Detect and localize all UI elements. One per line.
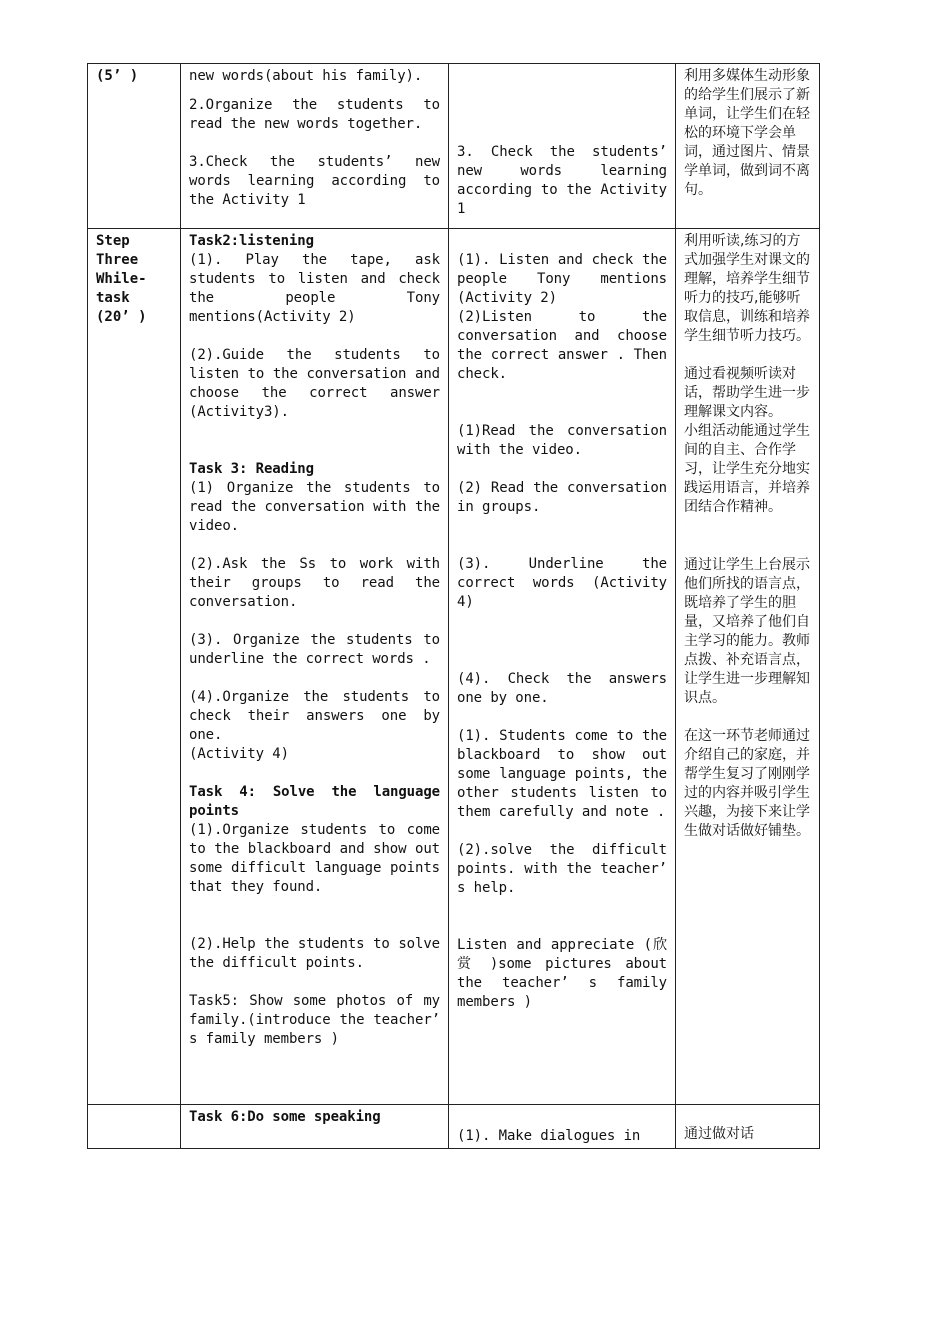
student-line: (1)Read the conversation with the video. [457,423,667,458]
step-label: While- [96,271,147,287]
teacher-line: 3.Check the students’ new words learning according to the Activity 1 [189,154,440,208]
step-time: (20’ ) [96,309,147,325]
lesson-plan-table [87,63,820,1149]
purpose-cell [676,1105,820,1149]
teacher-activity-cell [181,1105,449,1149]
task5-text: Task5: Show some photos of my family.(introduce the teacher’ s family members ) [189,993,440,1047]
teacher-line: (1). Play the tape, ask students to listen and check the people Tony mentions(Activity 2) [189,252,440,325]
student-line: (1). Students come to the blackboard to show out some language points, the other students listen to them carefully and note . [457,728,667,820]
table-row [88,229,820,1105]
student-line: Listen and appreciate (欣赏 )some pictures about the teacher’ s family members ) [457,937,667,1010]
student-line: (2)Listen to the conversation and choose the correct answer . Then check. [457,309,667,382]
student-activity-cell [449,229,676,1105]
step-cell [88,1105,181,1149]
purpose-text: 在这一环节老师通过介绍自己的家庭，并帮学生复习了刚刚学过的内容并吸引学生兴趣，为接下来让学生做对话做好铺垫。 [684,728,810,839]
student-line: 3. Check the students’ new words learning according to the Activity 1 [457,144,667,217]
purpose-cell [676,229,820,1105]
table-row [88,64,820,229]
purpose-text: 利用听读,练习的方式加强学生对课文的理解，培养学生细节听力的技巧,能够听取信息，训练和培养学生细节听力技巧。 [684,233,810,344]
step-label: task [96,290,130,306]
step-cell [88,229,181,1105]
teacher-line: (2).Guide the students to listen to the conversation and choose the correct answer (Activity3). [189,347,440,420]
student-activity-cell [449,64,676,229]
teacher-line: (3). Organize the students to underline the correct words . [189,632,440,667]
table-row [88,1105,820,1149]
teacher-line: 2.Organize the students to read the new words together. [189,97,440,132]
teacher-line: (Activity 4) [189,746,289,762]
purpose-text: 小组活动能通过学生间的自主、合作学习，让学生充分地实践运用语言，并培养团结合作精神。 [684,423,810,515]
purpose-text: 通过看视频听读对话，帮助学生进一步理解课文内容。 [684,366,810,420]
purpose-cell [676,64,820,229]
step-time: (5’ ) [96,68,139,84]
teacher-line: (1).Organize students to come to the blackboard and show out some difficult language points that they found. [189,822,440,895]
student-line: (2).solve the difficult points. with the teacher’ s help. [457,842,667,896]
step-cell [88,64,181,229]
teacher-line: new words(about his family). [189,68,423,84]
task3-title: Task 3: Reading [189,461,314,477]
purpose-text: 利用多媒体生动形象的给学生们展示了新单词，让学生们在轻松的环境下学会单词，通过图片、情景学单词，做到词不离句。 [684,68,810,198]
step-label: Step [96,233,130,249]
teacher-line: (1) Organize the students to read the conversation with the video. [189,480,440,534]
task6-title: Task 6:Do some speaking [189,1109,381,1125]
task4-title: Task 4: Solve the language points [189,784,440,819]
student-line: (4). Check the answers one by one. [457,671,667,706]
teacher-line: (4).Organize the students to check their answers one by one. [189,689,440,743]
student-line: (2) Read the conversation in groups. [457,480,667,515]
student-line: (1). Make dialogues in [457,1128,641,1144]
step-label: Three [96,252,139,268]
purpose-text: 通过让学生上台展示他们所找的语言点，既培养了学生的胆量，又培养了他们自主学习的能力。教师点拨、补充语言点，让学生进一步理解知识点。 [684,557,810,706]
teacher-activity-cell [181,64,449,229]
purpose-text: 通过做对话 [684,1126,754,1142]
teacher-line: (2).Help the students to solve the difficult points. [189,936,440,971]
teacher-line: (2).Ask the Ss to work with their groups to read the conversation. [189,556,440,610]
task2-title: Task2:listening [189,233,314,249]
student-line: (1). Listen and check the people Tony mentions (Activity 2) [457,252,667,306]
student-line: (3). Underline the correct words (Activity 4) [457,556,667,610]
teacher-activity-cell [181,229,449,1105]
student-activity-cell [449,1105,676,1149]
